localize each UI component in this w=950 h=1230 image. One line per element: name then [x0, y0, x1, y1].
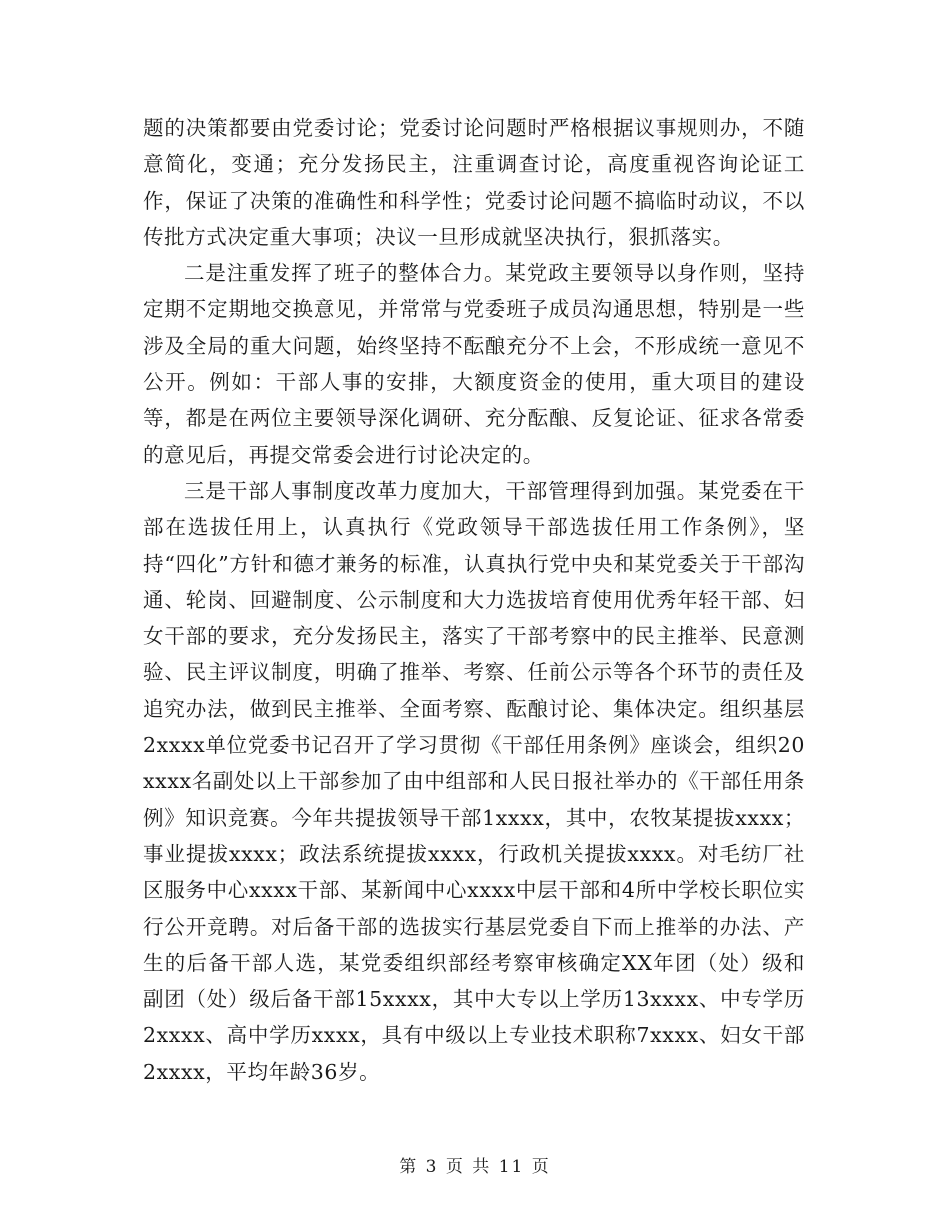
document-page	[143, 110, 805, 1090]
paragraph-3: 三是干部人事制度改革力度加大，干部管理得到加强。某党委在干部在选拔任用上，认真执行《党政领导干部选拔任用工作条例》，坚持“四化”方针和德才兼务的标准，认真执行党中央和某党委关于干部沟通、轮岗、回避制度、公示制度和大力选拔培育使用优秀年轻干部、妇女干部的要求，充分发扬民主，落实了干部考察中的民主推举、民意测验、民主评议制度，明确了推举、考察、任前公示等各个环节的责任及追究办法，做到民主推举、全面考察、酝酿讨论、集体决定。组织基层2xxxx单位党委书记召开了学习贯彻《干部任用条例》座谈会，组织20xxxx名副处以上干部参加了由中组部和人民日报社举办的《干部任用条例》知识竞赛。今年共提拔领导干部1xxxx，其中，农牧某提拔xxxx；事业提拔xxxx；政法系统提拔xxxx，行政机关提拔xxxx。对毛纺厂社区服务中心xxxx干部、某新闻中心xxxx中层干部和4所中学校长职位实行公开竞聘。对后备干部的选拔实行基层党委自下而上推举的办法、产生的后备干部人选，某党委组织部经考察审核确定XX年团（处）级和副团（处）级后备干部15xxxx，其中大专以上学历13xxxx、中专学历2xxxx、高中学历xxxx，具有中级以上专业技术职称7xxxx、妇女干部2xxxx，平均年龄36岁。	[143, 478, 805, 1084]
page-number-footer: 第 3 页 共 11 页	[399, 1157, 551, 1177]
paragraph-2: 二是注重发挥了班子的整体合力。某党政主要领导以身作则，坚持定期不定期地交换意见，并常常与党委班子成员沟通思想，特别是一些涉及全局的重大问题，始终坚持不酝酿充分不上会，不形成统一意见不公开。例如：干部人事的安排，大额度资金的使用，重大项目的建设等，都是在两位主要领导深化调研、充分酝酿、反复论证、征求各常委的意见后，再提交常委会进行讨论决定的。	[143, 261, 805, 467]
paragraph-1: 题的决策都要由党委讨论；党委讨论问题时严格根据议事规则办，不随意简化，变通；充分发扬民主，注重调查讨论，高度重视咨询论证工作，保证了决策的准确性和科学性；党委讨论问题不搞临时动议，不以传批方式决定重大事项；决议一旦形成就坚决执行，狠抓落实。	[143, 116, 805, 249]
